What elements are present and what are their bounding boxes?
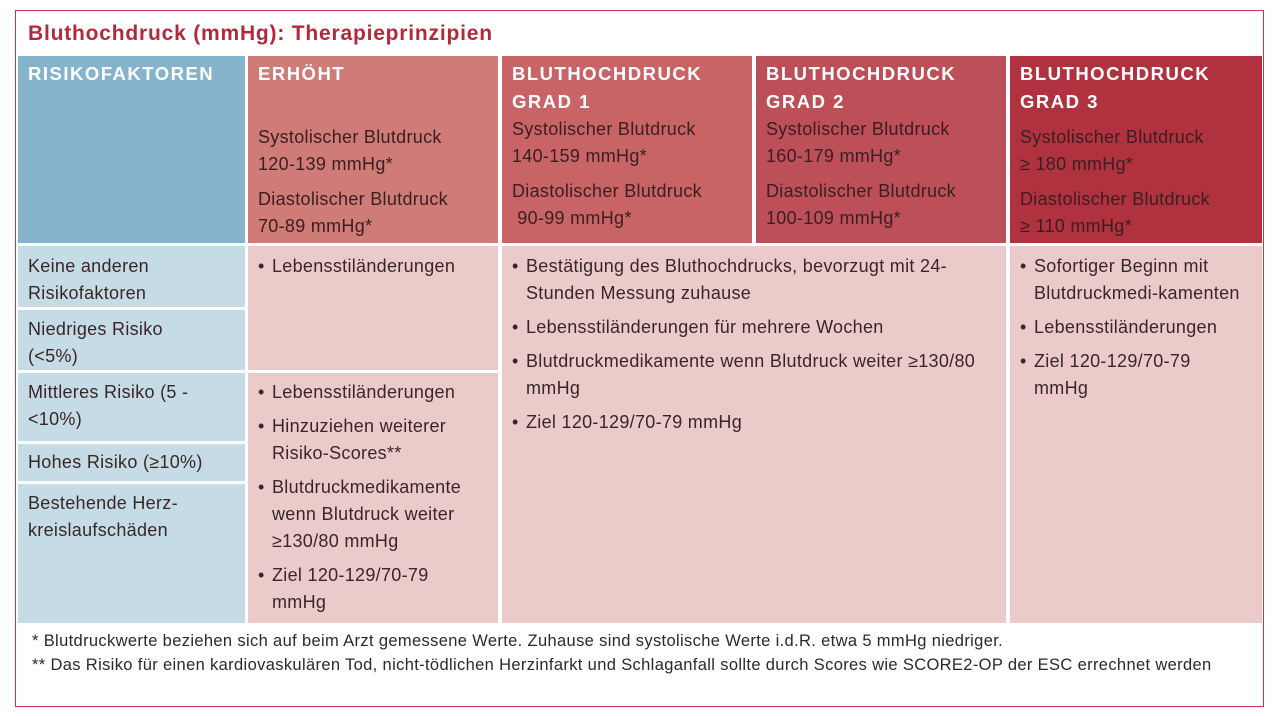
risk-row: Niedriges Risiko (<5%)	[18, 310, 245, 370]
list-item: • Lebensstiländerungen	[258, 253, 488, 280]
sys-label: Systolischer Blutdruck	[766, 119, 950, 139]
dia-label: Diastolischer Blutdruck	[1020, 189, 1210, 209]
header-label: BLUTHOCHDRUCK GRAD 1	[512, 63, 703, 112]
dia-value: 90-99 mmHg*	[512, 208, 632, 228]
grad3-cell	[1010, 246, 1262, 623]
dia-label: Diastolischer Blutdruck	[258, 189, 448, 209]
header-risikofaktoren	[18, 56, 245, 243]
risk-row: Bestehende Herz-kreislaufschäden	[18, 484, 245, 623]
header-grad3	[1010, 56, 1262, 243]
list-item: • Hinzuziehen weiterer Risiko-Scores**	[258, 413, 488, 467]
risk-row: Keine anderen Risikofaktoren	[18, 246, 245, 307]
sys-value: ≥ 180 mmHg*	[1020, 154, 1134, 174]
list-item: • Blutdruckmedikamente wenn Blutdruck weiter ≥130/80 mmHg	[512, 348, 982, 402]
sys-label: Systolischer Blutdruck	[1020, 127, 1204, 147]
dia-label: Diastolischer Blutdruck	[766, 181, 956, 201]
sys-label: Systolischer Blutdruck	[258, 127, 442, 147]
list-item: • Sofortiger Beginn mit Blutdruckmedi-kamenten	[1020, 253, 1245, 307]
dia-label: Diastolischer Blutdruck	[512, 181, 702, 201]
sys-value: 160-179 mmHg*	[766, 146, 901, 166]
list-item: • Lebensstiländerungen	[1020, 314, 1245, 341]
page-title: Bluthochdruck (mmHg): Therapieprinzipien	[28, 22, 493, 45]
sys-value: 120-139 mmHg*	[258, 154, 393, 174]
erhoeht-low-cell	[248, 246, 498, 370]
dia-value: 70-89 mmHg*	[258, 216, 373, 236]
erhoeht-high-cell	[248, 373, 498, 623]
sys-value: 140-159 mmHg*	[512, 146, 647, 166]
list-item: • Blutdruckmedikamente wenn Blutdruck weiter ≥130/80 mmHg	[258, 474, 488, 555]
list-item: • Bestätigung des Bluthochdrucks, bevorzugt mit 24-Stunden Messung zuhause	[512, 253, 982, 307]
list-item: • Lebensstiländerungen für mehrere Wochen	[512, 314, 982, 341]
list-item: • Ziel 120-129/70-79 mmHg	[1020, 348, 1245, 402]
header-label: RISIKOFAKTOREN	[28, 63, 215, 84]
footnote-2: ** Das Risiko für einen kardiovaskulären Tod, nicht-tödlichen Herzinfarkt und Schlaganfall sollte durch Scores wie SCORE2-OP der ESC errechnet werden	[32, 656, 1212, 674]
header-label: BLUTHOCHDRUCK GRAD 3	[1020, 63, 1211, 112]
list-item: • Ziel 120-129/70-79 mmHg	[258, 562, 488, 616]
footnote-1: * Blutdruckwerte beziehen sich auf beim Arzt gemessene Werte. Zuhause sind systolische Werte i.d.R. etwa 5 mmHg niedriger.	[32, 632, 1004, 650]
header-label: BLUTHOCHDRUCK GRAD 2	[766, 63, 957, 112]
sys-label: Systolischer Blutdruck	[512, 119, 696, 139]
risk-row: Hohes Risiko (≥10%)	[18, 444, 245, 481]
list-item: • Ziel 120-129/70-79 mmHg	[512, 409, 982, 436]
risk-row: Mittleres Risiko (5 - <10%)	[18, 373, 245, 441]
dia-value: ≥ 110 mmHg*	[1020, 216, 1132, 236]
list-item: • Lebensstiländerungen	[258, 379, 488, 406]
header-erhoeht	[248, 56, 498, 243]
grad12-cell	[502, 246, 1006, 623]
header-label: ERHÖHT	[258, 63, 346, 84]
header-grad2	[756, 56, 1006, 243]
dia-value: 100-109 mmHg*	[766, 208, 901, 228]
header-grad1	[502, 56, 752, 243]
